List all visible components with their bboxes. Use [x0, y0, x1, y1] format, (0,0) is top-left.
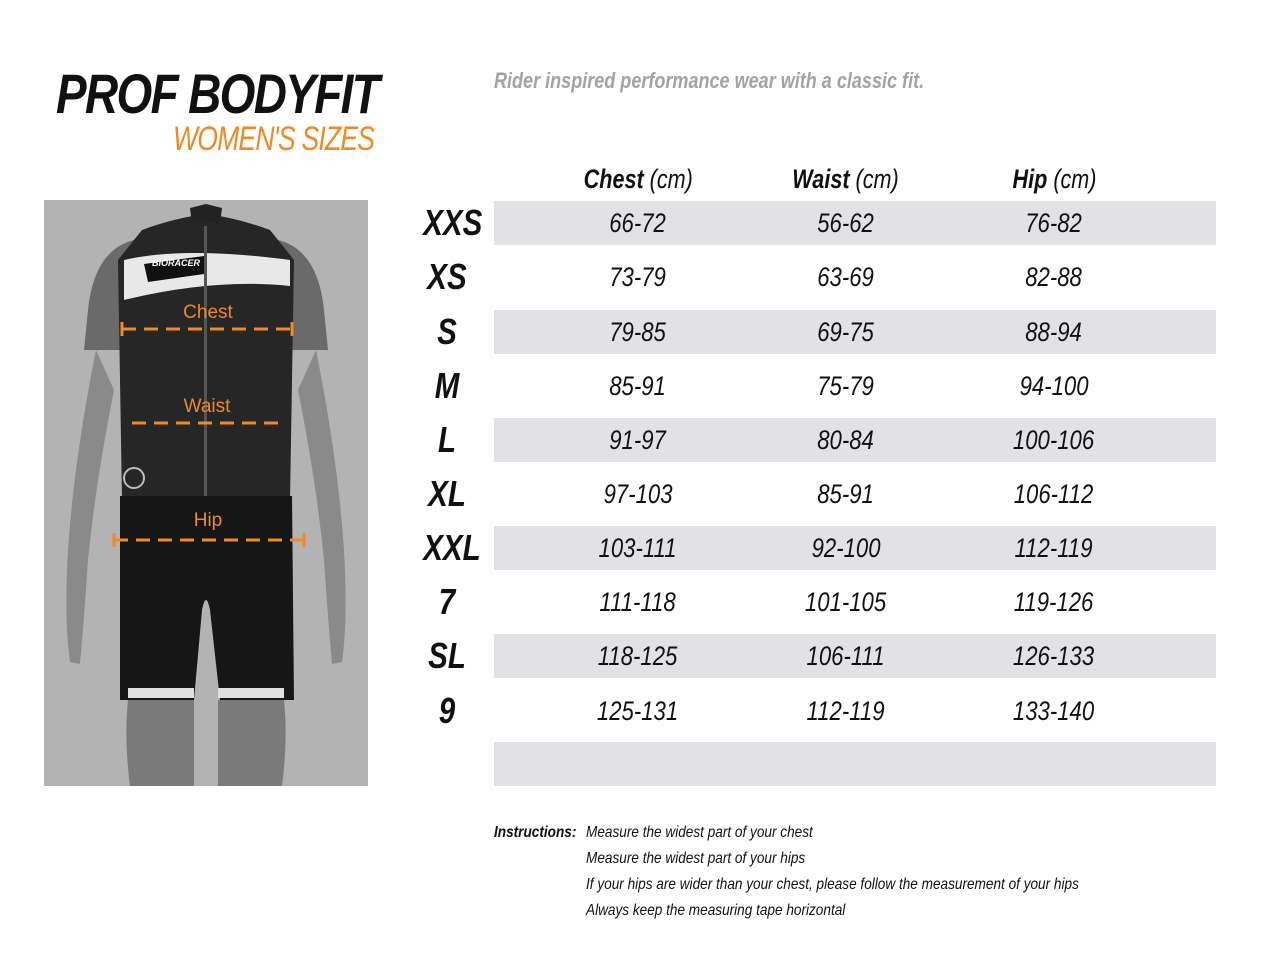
hip-label: Hip — [193, 510, 223, 531]
waist-value: 101-105 — [805, 587, 887, 617]
cyclist-figure-illustration — [44, 200, 368, 786]
page-title: PROF BODYFIT — [56, 62, 379, 125]
chest-value: 103-111 — [599, 533, 677, 563]
hip-value: 88-94 — [1025, 317, 1083, 347]
model-figure — [44, 200, 368, 786]
chest-value: 118-125 — [598, 641, 678, 671]
waist-value: 106-111 — [807, 641, 885, 671]
column-header-hip — [950, 162, 1158, 196]
page-subtitle: WOMEN'S SIZES — [173, 120, 375, 158]
hip-value: 94-100 — [1019, 371, 1089, 401]
brand-logo-text: BIORACER — [152, 258, 201, 268]
waist-value: 69-75 — [817, 317, 875, 347]
waist-label: Waist — [183, 396, 231, 417]
waist-value: 75-79 — [817, 371, 875, 401]
table-row — [418, 472, 1218, 516]
column-header-unit: (cm) — [856, 164, 900, 194]
size-label: 9 — [438, 690, 456, 731]
size-label: S — [437, 311, 457, 352]
instruction-text: Always keep the measuring tape horizontal — [586, 902, 846, 919]
instruction-text: Measure the widest part of your hips — [586, 850, 806, 867]
table-row — [418, 364, 1218, 408]
column-header-chest — [534, 162, 742, 196]
waist-value: 85-91 — [817, 479, 875, 509]
hip-value: 119-126 — [1014, 587, 1094, 617]
waist-value: 63-69 — [817, 262, 875, 292]
size-label: XXL — [423, 527, 481, 568]
hip-value: 82-88 — [1025, 262, 1083, 292]
column-header-unit: (cm) — [649, 164, 693, 194]
table-row — [418, 580, 1218, 624]
size-label: 7 — [438, 581, 456, 622]
size-label: XL — [428, 473, 466, 514]
table-row — [418, 689, 1218, 733]
table-row — [418, 310, 1218, 354]
chest-value: 125-131 — [597, 696, 679, 726]
hip-value: 106-112 — [1014, 479, 1094, 509]
chest-value: 79-85 — [609, 317, 667, 347]
chest-value: 66-72 — [609, 208, 667, 238]
chest-value: 111-118 — [599, 587, 677, 617]
chest-value: 97-103 — [603, 479, 673, 509]
table-row — [418, 255, 1218, 299]
waist-value: 80-84 — [817, 425, 875, 455]
tagline: Rider inspired performance wear with a classic fit. — [494, 68, 925, 93]
hip-value: 112-119 — [1015, 533, 1093, 563]
chest-value: 85-91 — [609, 371, 667, 401]
column-header-unit: (cm) — [1052, 164, 1096, 194]
column-header-name: Waist — [792, 164, 851, 194]
hip-value: 76-82 — [1025, 208, 1083, 238]
hip-value: 126-133 — [1013, 641, 1095, 671]
waist-value: 112-119 — [807, 696, 885, 726]
size-label: M — [434, 365, 460, 406]
instruction-text: If your hips are wider than your chest, please follow the measurement of your hips — [586, 876, 1079, 893]
instruction-text: Measure the widest part of your chest — [586, 824, 813, 841]
column-header-name: Hip — [1012, 164, 1047, 194]
row-band — [494, 742, 1216, 786]
column-header-name: Chest — [583, 164, 644, 194]
chest-value: 91-97 — [609, 425, 667, 455]
hip-value: 133-140 — [1013, 696, 1095, 726]
table-row — [418, 201, 1218, 245]
table-row — [418, 526, 1218, 570]
waist-value: 92-100 — [811, 533, 881, 563]
instructions-label: Instructions: — [494, 824, 577, 841]
chest-value: 73-79 — [609, 262, 667, 292]
size-label: XS — [427, 256, 467, 297]
column-header-waist — [742, 162, 950, 196]
waist-value: 56-62 — [817, 208, 875, 238]
hip-value: 100-106 — [1013, 425, 1095, 455]
size-label: L — [437, 419, 457, 460]
size-label: SL — [428, 635, 466, 676]
chest-label: Chest — [183, 302, 233, 323]
table-row — [418, 634, 1218, 678]
table-row-empty — [418, 742, 1218, 786]
size-label: XXS — [423, 202, 483, 243]
table-row — [418, 418, 1218, 462]
